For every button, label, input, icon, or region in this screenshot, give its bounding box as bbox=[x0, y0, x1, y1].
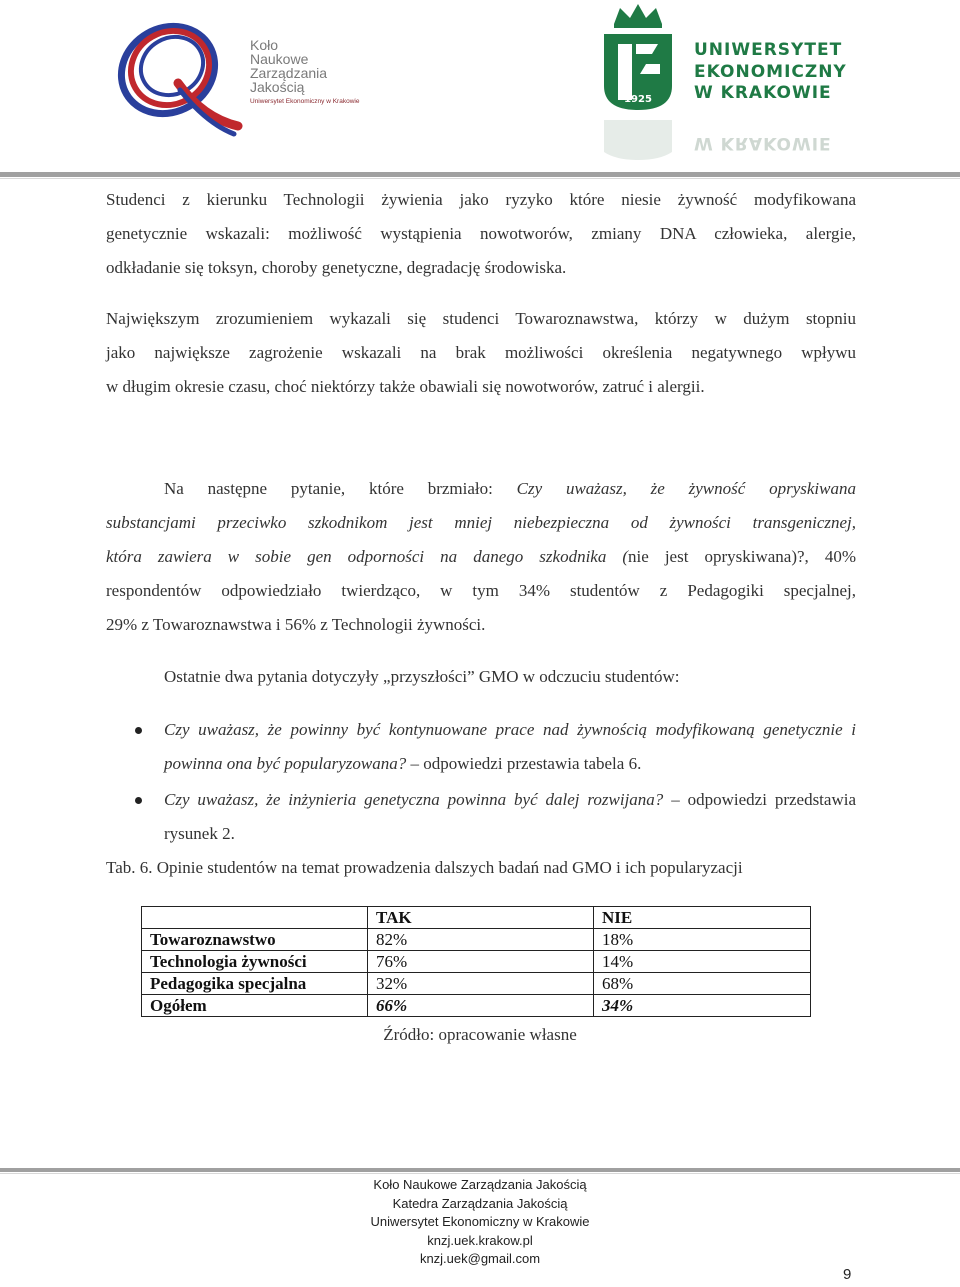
footer-divider-thin bbox=[0, 1173, 960, 1174]
table-cell: 34% bbox=[594, 995, 811, 1017]
uek-reflection: W KRAKOWIE bbox=[694, 133, 832, 153]
paragraph-line: genetycznie wskazali: możliwość wystąpienia nowotworów, zmiany DNA człowieka, alergie, bbox=[106, 224, 856, 243]
logo-line4: Jakością bbox=[250, 79, 305, 95]
paragraph-line bbox=[106, 472, 856, 506]
logo-subtitle: Uniwersytet Ekonomiczny w Krakowie bbox=[250, 98, 360, 105]
bullet-answer: – odpowiedzi przedstawia rysunek 2. bbox=[164, 790, 856, 843]
logo-line2: Naukowe bbox=[250, 51, 309, 67]
paragraph-3 bbox=[106, 472, 856, 642]
table-row bbox=[142, 973, 811, 995]
footer-website: knzj.uek.krakow.pl bbox=[427, 1232, 533, 1248]
source-text: Źródło: opracowanie własne bbox=[383, 1025, 577, 1044]
opinion-table bbox=[141, 906, 811, 1017]
paragraph-line: 29% z Towaroznawstwa i 56% z Technologii żywności. bbox=[106, 615, 486, 634]
knzj-q-emblem bbox=[108, 8, 258, 158]
paragraph-line: Największym zrozumieniem wykazali się studenci Towaroznawstwa, którzy w dużym stopniu bbox=[106, 309, 856, 328]
uek-line3: W KRAKOWIE bbox=[694, 83, 832, 103]
paragraph-line: Ostatnie dwa pytania dotyczyły „przyszłości” GMO w odczuciu studentów: bbox=[164, 667, 680, 686]
bullet-icon bbox=[135, 797, 142, 804]
logo-line1: Koło bbox=[250, 37, 279, 53]
footer-line: Koło Naukowe Zarządzania Jakością bbox=[373, 1177, 587, 1192]
table-caption: Tab. 6. Opinie studentów na temat prowadzenia dalszych badań nad GMO i ich popularyzacji bbox=[106, 858, 743, 877]
footer-email: knzj.uek@gmail.com bbox=[419, 1251, 541, 1266]
table-cell: 18% bbox=[594, 929, 811, 951]
bullet-question: Czy uważasz, że powinny być kontynuowane prace nad żywnością modyfikowaną genetycznie i powinna ona być popularyzowana? bbox=[164, 720, 856, 773]
footer-line: Katedra Zarządzania Jakością bbox=[392, 1195, 568, 1211]
table-header-cell: TAK bbox=[368, 907, 594, 929]
question-intro: Na następne pytanie, które brzmiało: bbox=[164, 479, 517, 498]
footer-divider bbox=[0, 1168, 960, 1172]
uek-line1: UNIWERSYTET bbox=[694, 40, 843, 60]
knzj-logo bbox=[108, 8, 358, 163]
footer bbox=[0, 1176, 960, 1269]
bullet-question: Czy uważasz, że inżynieria genetyczna powinna być dalej rozwijana? bbox=[164, 790, 664, 809]
table-cell: 32% bbox=[368, 973, 594, 995]
uek-year: 1925 bbox=[624, 94, 652, 105]
table-row bbox=[142, 995, 811, 1017]
list-item bbox=[106, 713, 856, 781]
paragraph-4 bbox=[106, 660, 856, 694]
table-cell: Pedagogika specjalna bbox=[142, 973, 368, 995]
footer-line: Uniwersytet Ekonomiczny w Krakowie bbox=[370, 1214, 590, 1229]
paragraph-line: respondentów odpowiedziało twierdząco, w tym 34% studentów z Pedagogiki specjalnej, bbox=[106, 581, 856, 600]
table-cell: Technologia żywności bbox=[142, 951, 368, 973]
paragraph-line: w długim okresie czasu, choć niektórzy także obawiali się nowotworów, zatruć i alergii. bbox=[106, 377, 705, 396]
uek-crest-icon bbox=[600, 2, 690, 162]
bullet-answer: – odpowiedzi przestawia tabela 6. bbox=[406, 754, 642, 773]
bullet-icon bbox=[135, 727, 142, 734]
paragraph-line bbox=[106, 540, 856, 574]
question-text: Czy uważasz, że żywność opryskiwana bbox=[516, 479, 856, 498]
table-cell: 66% bbox=[368, 995, 594, 1017]
uek-line2: EKONOMICZNY bbox=[694, 61, 847, 82]
paragraph-1 bbox=[106, 183, 856, 285]
bullet-list bbox=[106, 713, 856, 853]
table-source bbox=[0, 1025, 960, 1045]
table-cell: Ogółem bbox=[142, 995, 368, 1017]
header-divider-thin bbox=[0, 178, 960, 179]
paragraph-line bbox=[106, 506, 856, 540]
header-divider bbox=[0, 172, 960, 177]
answer-text: nie jest opryskiwana)?, 40% bbox=[628, 547, 856, 566]
table-cell: 76% bbox=[368, 951, 594, 973]
uek-logo bbox=[600, 2, 870, 162]
paragraph-line: Studenci z kierunku Technologii żywienia jako ryzyko które niesie żywność modyfikowana bbox=[106, 190, 856, 209]
question-text: substancjami przeciwko szkodnikom jest mniej niebezpieczna od żywności transgenicznej, bbox=[106, 513, 856, 532]
table-row bbox=[142, 951, 811, 973]
page-number: 9 bbox=[843, 1266, 852, 1283]
table-row bbox=[142, 929, 811, 951]
table-header-cell bbox=[142, 907, 368, 929]
table-cell: 68% bbox=[594, 973, 811, 995]
logo-line3: Zarządzania bbox=[250, 65, 328, 81]
table-cell: 82% bbox=[368, 929, 594, 951]
list-item bbox=[106, 783, 856, 851]
paragraph-2 bbox=[106, 302, 856, 404]
question-text: która zawiera w sobie gen odporności na danego szkodnika ( bbox=[106, 547, 629, 566]
paragraph-line: jako największe zagrożenie wskazali na brak możliwości określenia negatywnego wpływu bbox=[106, 343, 856, 362]
table-cell: Towaroznawstwo bbox=[142, 929, 368, 951]
table-header-row bbox=[142, 907, 811, 929]
table-cell: 14% bbox=[594, 951, 811, 973]
table-header-cell: NIE bbox=[594, 907, 811, 929]
paragraph-line: odkładanie się toksyn, choroby genetyczne, degradację środowiska. bbox=[106, 258, 567, 277]
